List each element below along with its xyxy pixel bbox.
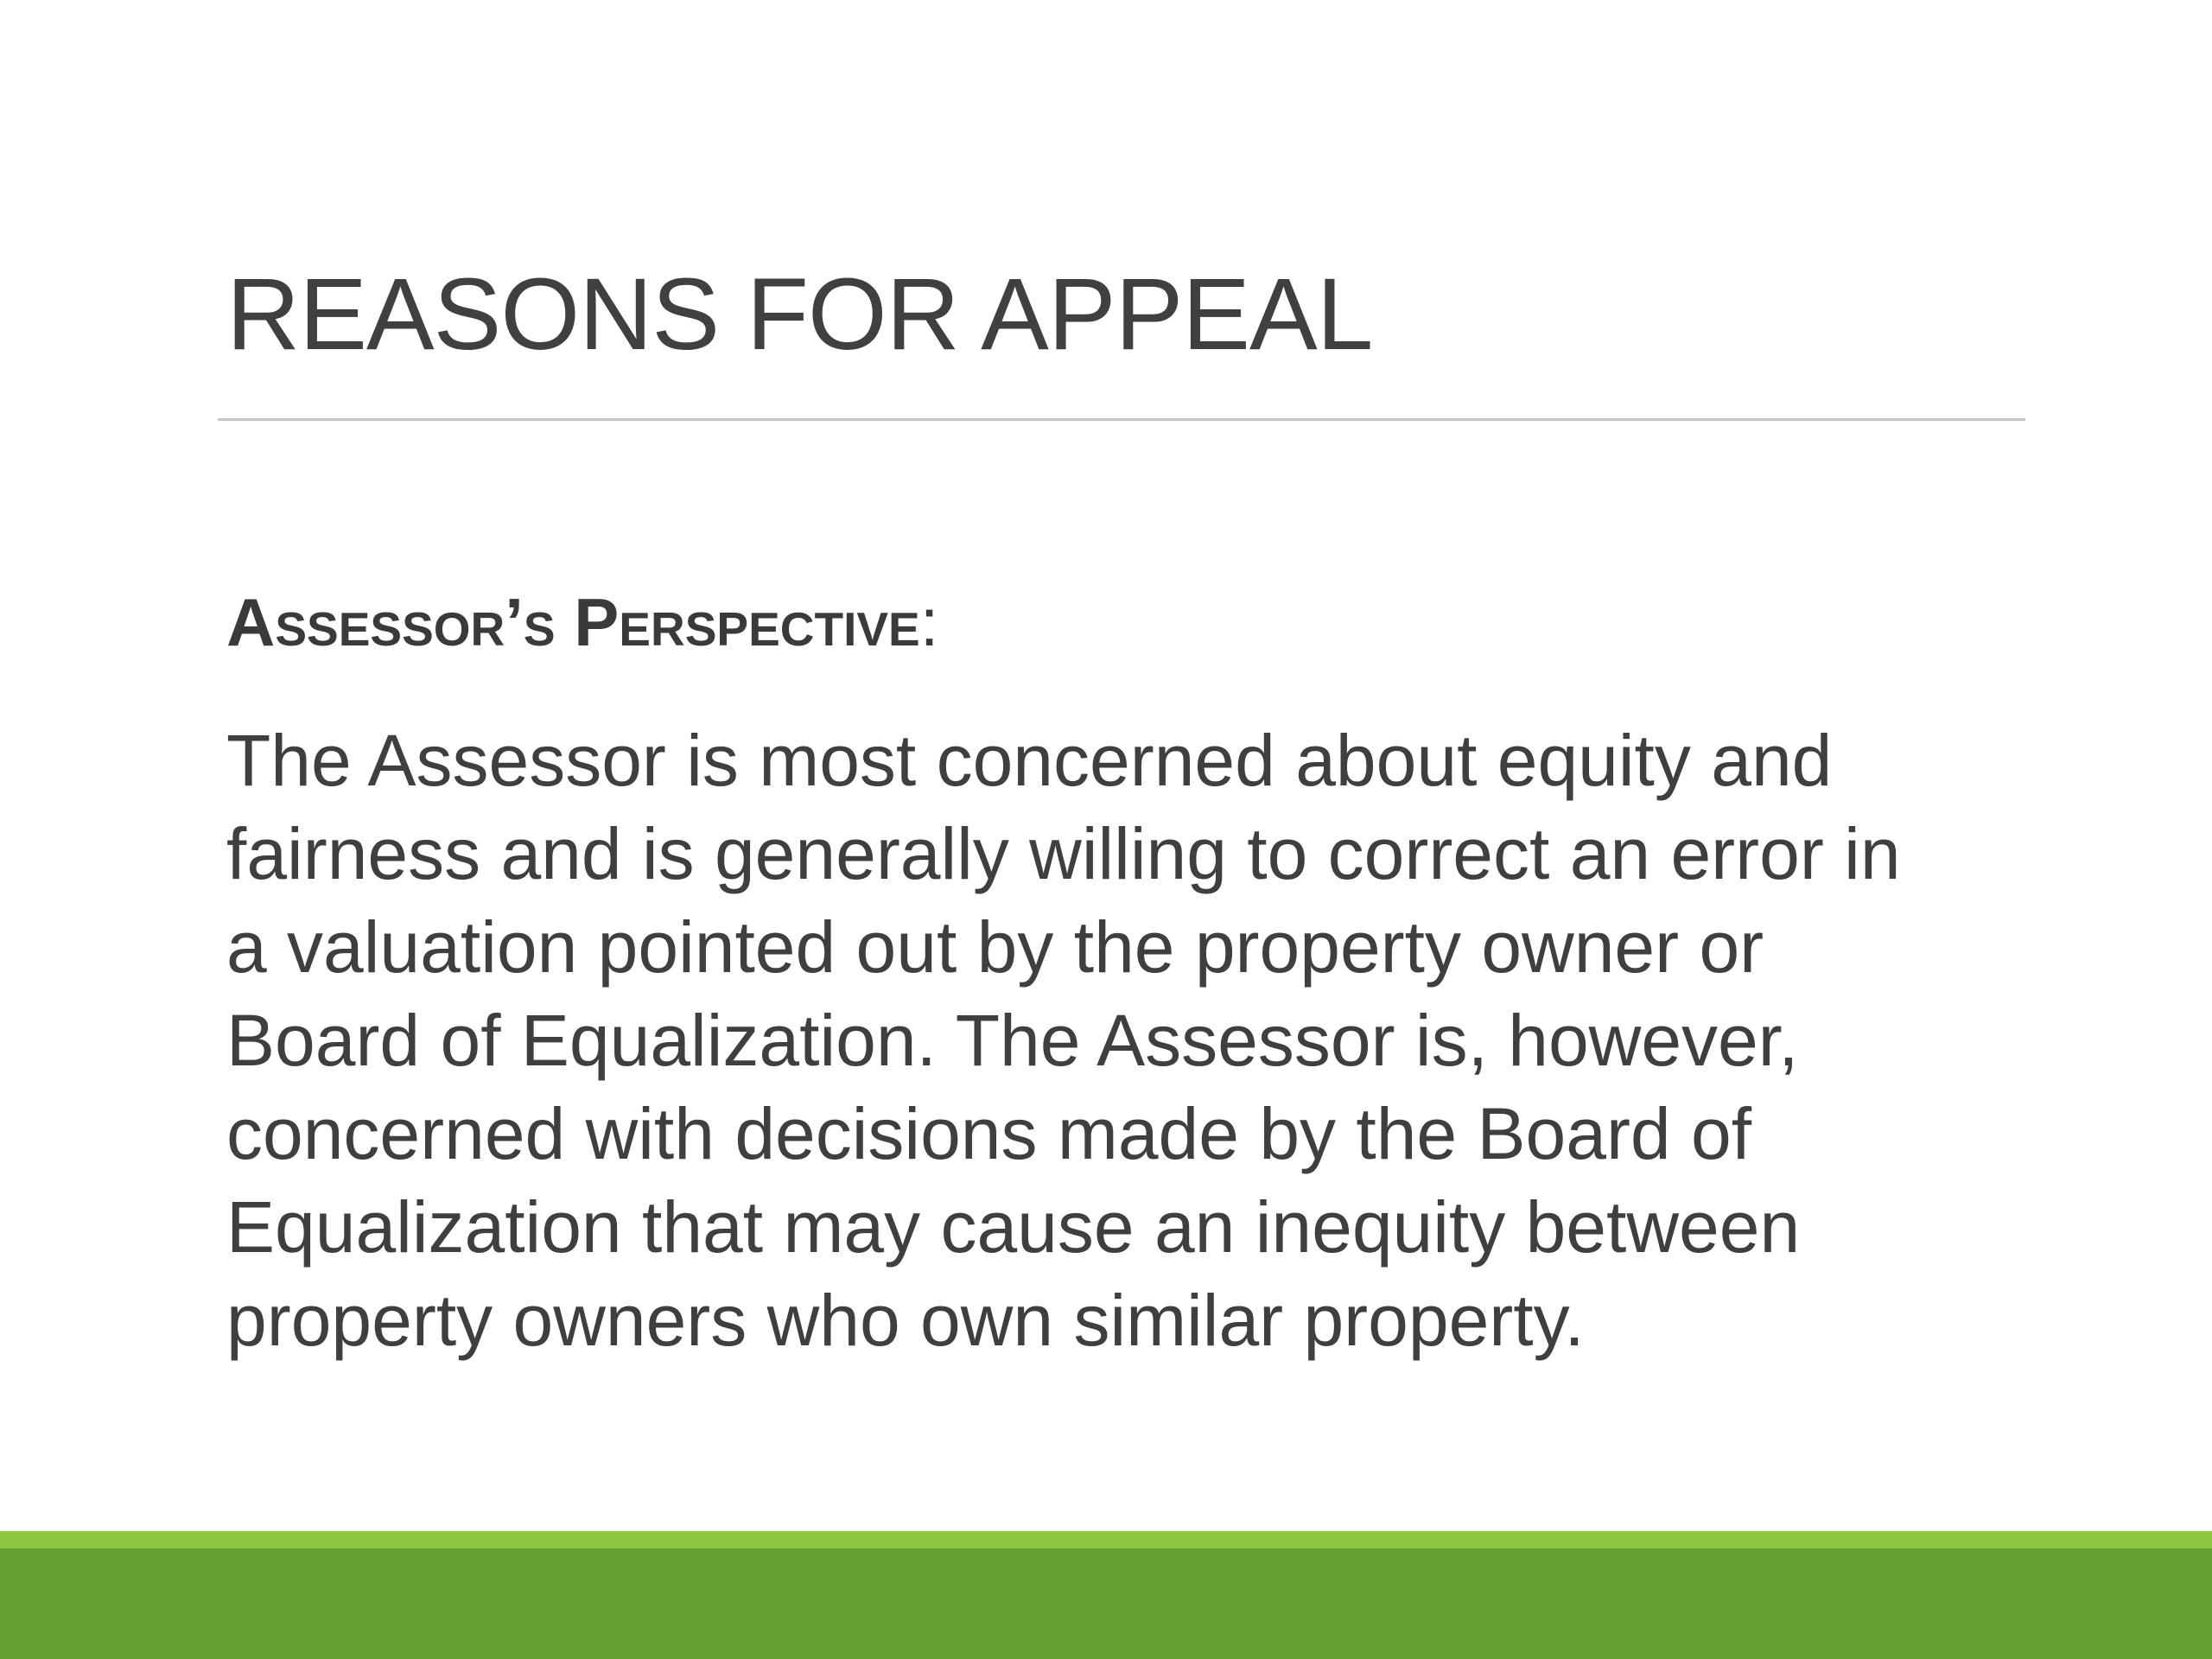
section-heading-colon: : — [919, 584, 939, 660]
slide-title: REASONS FOR APPEAL — [226, 257, 1373, 372]
footer-band-dark — [0, 1548, 2212, 1659]
body-paragraph: The Assessor is most concerned about equity and fairness and is generally willing to correct an error in a valuation pointed out by the property owner or Board of Equalization. The Assessor is, however, concerned with decisions made by the Board of Equalization that may cause an inequity between property owners who own similar property. — [226, 720, 1901, 1361]
footer-band-light — [0, 1531, 2212, 1548]
section-heading — [226, 586, 938, 660]
section-heading-text: Assessor’s Perspective — [226, 584, 920, 660]
title-divider — [218, 418, 2025, 421]
